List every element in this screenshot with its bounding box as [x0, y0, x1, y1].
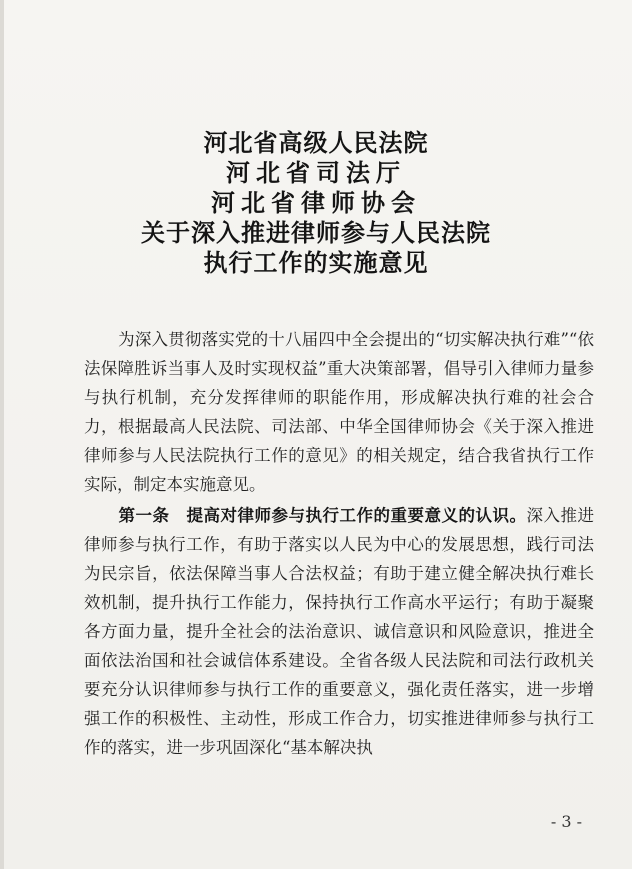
document-header [0, 128, 632, 278]
document-body [84, 325, 594, 762]
article-1-paragraph [84, 501, 594, 762]
issuer-court: 河北省高级人民法院 [203, 129, 429, 157]
document-title-line-2: 执行工作的实施意见 [203, 249, 429, 277]
article-1-heading: 第一条 提高对律师参与执行工作的重要意义的认识。 [118, 506, 527, 525]
document-title-line-1: 关于深入推进律师参与人民法院 [141, 219, 491, 247]
issuer-lawyers-association: 河北省律师协会 [211, 189, 421, 217]
page-number: - 3 - [550, 812, 582, 831]
preamble-text: 为深入贯彻落实党的十八届四中全会提出的“切实解决执行难”“依法保障胜诉当事人及时实现权益”重大决策部署，倡导引入律师力量参与执行机制，充分发挥律师的职能作用，形成解决执行难的社会合力，根据最高人民法院、司法部、中华全国律师协会《关于深入推进律师参与人民法院执行工作的意见》的相关规定，结合我省执行工作实际，制定本实施意见。 [84, 330, 594, 494]
issuer-justice-department: 河北省司法厅 [226, 159, 406, 187]
article-1-text: 深入推进律师参与执行工作，有助于落实以人民为中心的发展思想，践行司法为民宗旨，依法保障当事人合法权益；有助于建立健全解决执行难长效机制，提升执行工作能力，保持执行工作高水平运行；有助于凝聚各方面力量，提升全社会的法治意识、诚信意识和风险意识，推进全面依法治国和社会诚信体系建设。全省各级人民法院和司法行政机关要充分认识律师参与执行工作的重要意义，强化责任落实，进一步增强工作的积极性、主动性，形成工作合力，切实推进律师参与执行工作的落实，进一步巩固深化“基本解决执 [84, 506, 594, 757]
preamble-paragraph [84, 325, 594, 499]
